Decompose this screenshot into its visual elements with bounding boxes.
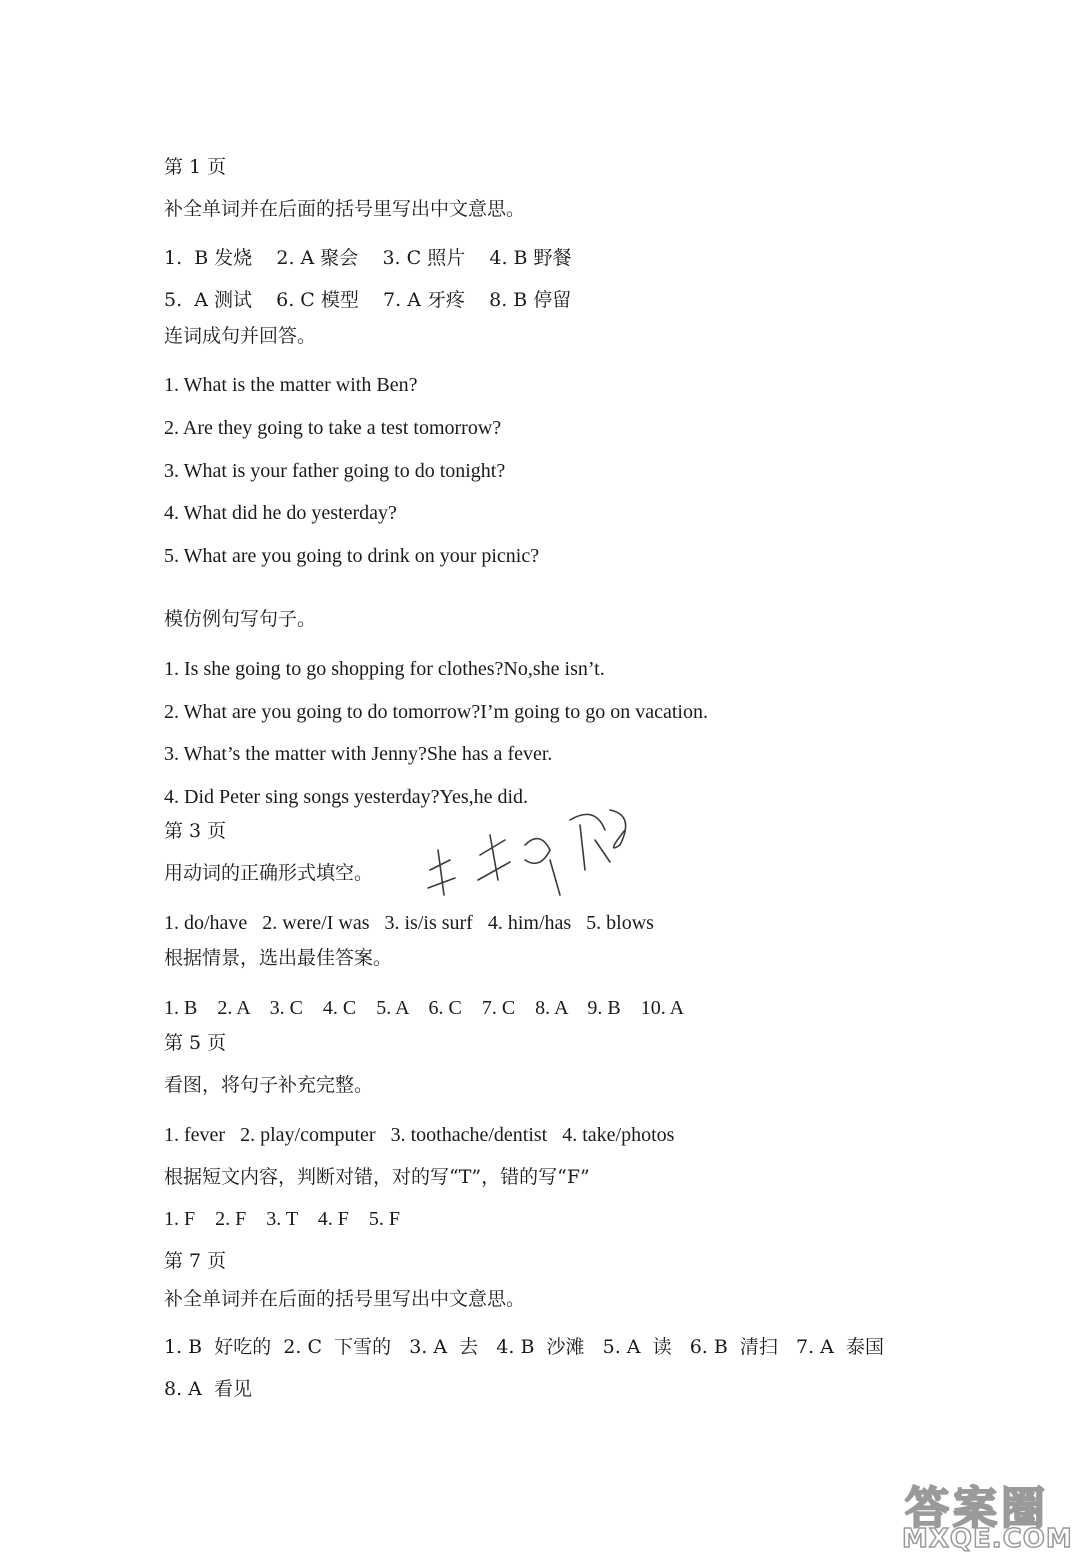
page-title: 第 7 页: [164, 1250, 227, 1272]
answer-row: 5. A 测试 6. C 模型 7. A 牙疼 8. B 停留: [164, 289, 572, 311]
section-heading: 用动词的正确形式填空。: [164, 862, 374, 884]
answer-sentence: 1. Is she going to go shopping for clothes?No,she isn’t.: [164, 658, 605, 680]
page-title: 第 3 页: [164, 820, 227, 842]
answer-sentence: 4. What did he do yesterday?: [164, 502, 397, 524]
section-heading: 连词成句并回答。: [164, 325, 317, 347]
answer-row: 1. F 2. F 3. T 4. F 5. F: [164, 1208, 400, 1230]
logo: 答案圈: [905, 1483, 1049, 1534]
answer-sentence: 4. Did Peter sing songs yesterday?Yes,he did.: [164, 786, 529, 808]
answer-sentence: 3. What is your father going to do tonight?: [164, 460, 506, 482]
section-heading: 根据情景，选出最佳答案。: [164, 947, 393, 969]
answer-sentence: 2. Are they going to take a test tomorrow?: [164, 417, 502, 439]
answer-sentence: 5. What are you going to drink on your picnic?: [164, 545, 540, 567]
section-heading: 补全单词并在后面的括号里写出中文意思。: [164, 1288, 526, 1310]
page-title: 第 5 页: [164, 1032, 227, 1054]
section-heading: 模仿例句写句子。: [164, 608, 317, 630]
handwritten-signature: [410, 800, 640, 940]
section-heading: 补全单词并在后面的括号里写出中文意思。: [164, 198, 526, 220]
answer-sentence: 2. What are you going to do tomorrow?I’m going to go on vacation.: [164, 701, 708, 723]
answer-row: 1. B 发烧 2. A 聚会 3. C 照片 4. B 野餐: [164, 247, 572, 269]
answer-sentence: 3. What’s the matter with Jenny?She has a fever.: [164, 743, 553, 765]
section-heading: 看图，将句子补充完整。: [164, 1074, 374, 1096]
answer-row: 8. A 看见: [164, 1378, 252, 1400]
logo-url: MXQE.COM: [902, 1524, 1073, 1554]
answer-row: 1. do/have 2. were/I was 3. is/is surf 4. him/has 5. blows: [164, 912, 654, 934]
answer-sentence: 1. What is the matter with Ben?: [164, 374, 418, 396]
page-title: 第 1 页: [164, 156, 227, 178]
section-heading: 根据短文内容，判断对错，对的写“T”，错的写“F”: [164, 1166, 590, 1188]
answer-row: 1. fever 2. play/computer 3. toothache/dentist 4. take/photos: [164, 1124, 675, 1146]
answer-row: 1. B 2. A 3. C 4. C 5. A 6. C 7. C 8. A 9. B 10. A: [164, 997, 685, 1019]
answer-row: 1. B 好吃的 2. C 下雪的 3. A 去 4. B 沙滩 5. A 读 6. B 清扫 7. A 泰国: [164, 1336, 884, 1358]
